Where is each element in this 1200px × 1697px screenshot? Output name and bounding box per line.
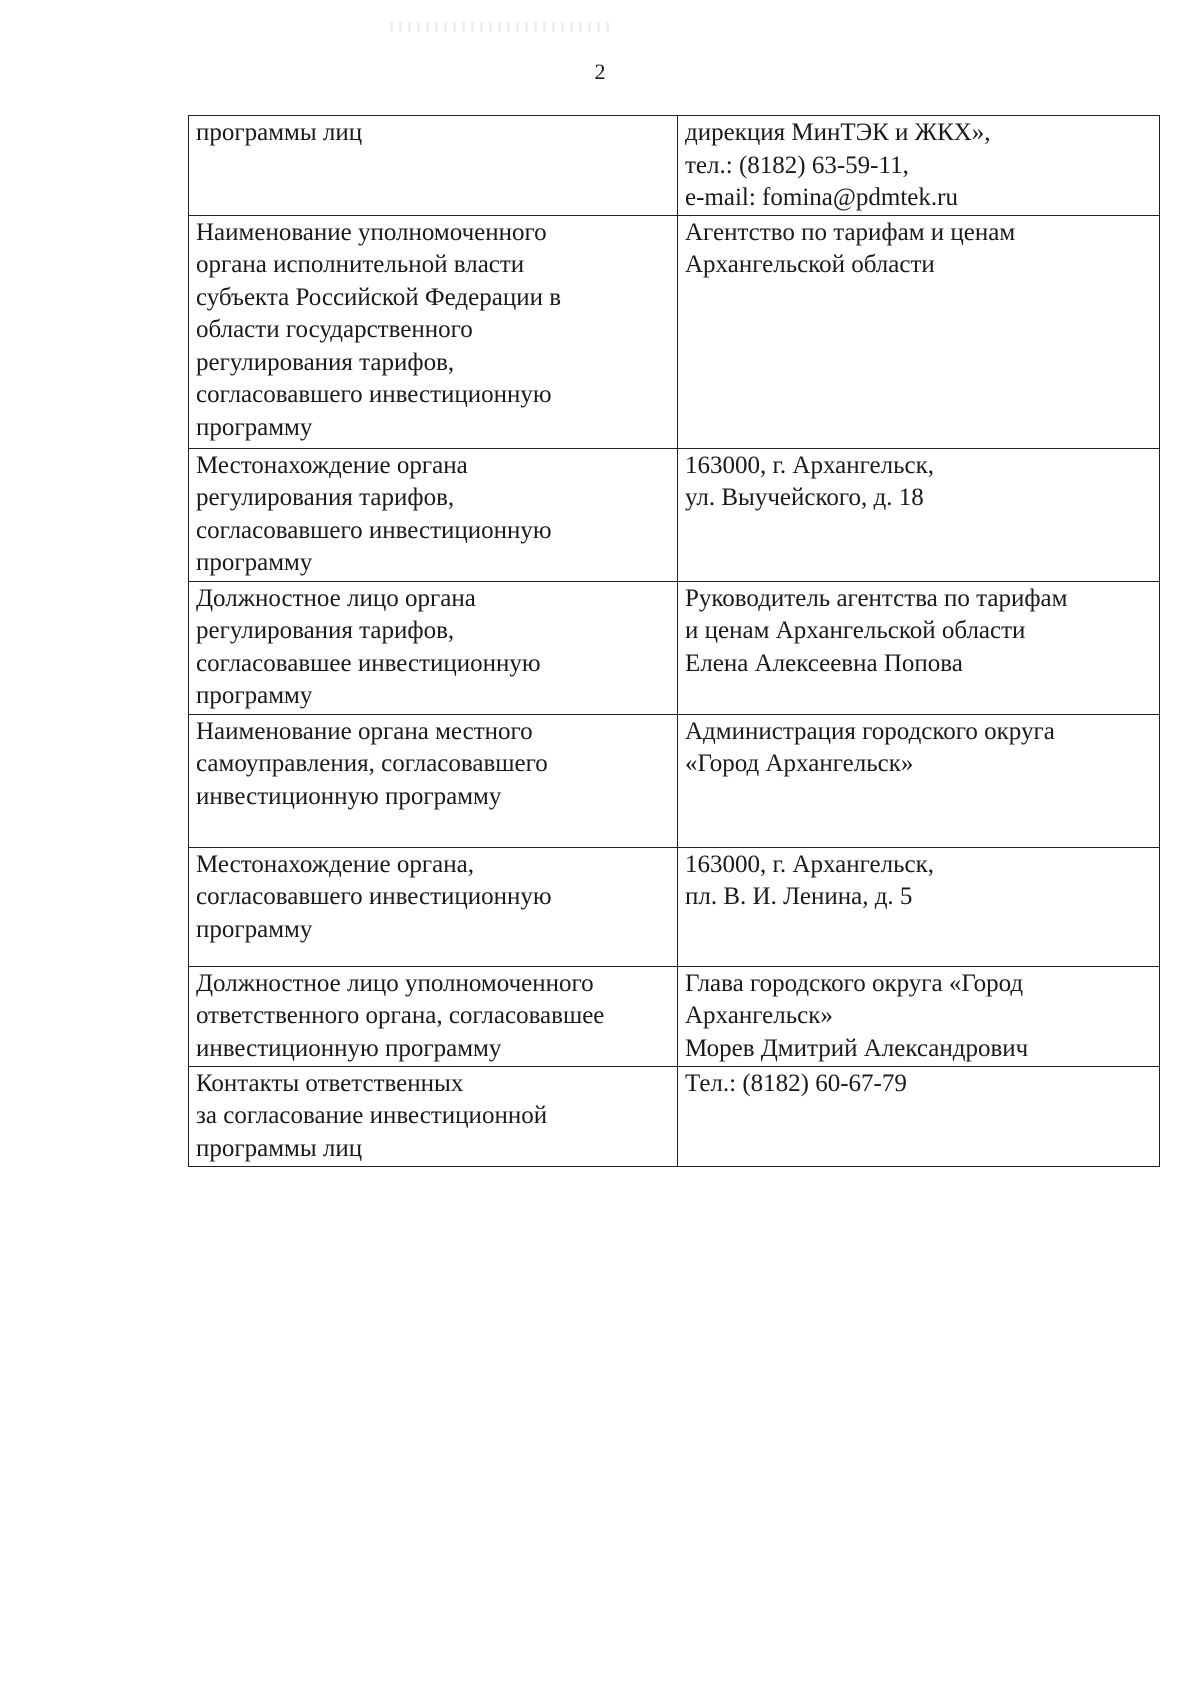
cell-line: ул. Выучейского, д. 18	[685, 484, 924, 511]
cell-line: пл. В. И. Ленина, д. 5	[685, 883, 913, 910]
cell-line: «Город Архангельск»	[685, 750, 914, 777]
table-row	[189, 714, 1160, 847]
cell-line: ответственного органа, согласовавшее	[196, 1002, 605, 1029]
cell-line: 163000, г. Архангельск,	[685, 451, 935, 479]
cell-line: программу	[196, 682, 313, 709]
cell-line: органа исполнительной власти	[196, 251, 525, 278]
table-cell-label	[189, 448, 678, 581]
cell-line: согласовавшего инвестиционную	[196, 381, 552, 408]
cell-line: Администрация городского округа	[685, 717, 1055, 745]
table-cell-label	[189, 847, 678, 966]
table-cell-label	[189, 966, 678, 1066]
table-cell-label	[189, 581, 678, 714]
table-cell-label	[189, 1066, 678, 1166]
info-table	[188, 115, 1160, 1167]
table-cell-label	[189, 116, 678, 216]
cell-line: Местонахождение органа,	[196, 850, 474, 878]
table-row	[189, 116, 1160, 216]
cell-line: согласовавшего инвестиционную	[196, 516, 552, 544]
cell-line: Контакты ответственных	[196, 1069, 464, 1097]
cell-line: дирекция МинТЭК и ЖКХ»,	[685, 119, 991, 146]
table-cell-label	[189, 215, 678, 448]
table-cell-value	[678, 1066, 1160, 1166]
cell-line: регулирования тарифов,	[196, 348, 455, 376]
table-row	[189, 847, 1160, 966]
cell-line: программы лиц	[196, 1134, 363, 1162]
cell-line: регулирования тарифов,	[196, 617, 455, 644]
cell-line: программу	[196, 413, 313, 441]
table-cell-value	[678, 581, 1160, 714]
cell-line: программы лиц	[196, 119, 363, 146]
cell-line: Руководитель агентства по тарифам	[685, 584, 1068, 612]
cell-line: Архангельск»	[685, 1002, 833, 1029]
cell-line: Глава городского округа «Город	[685, 969, 1024, 997]
cell-line: самоуправления, согласовавшего	[196, 750, 548, 777]
cell-line: области государственного	[196, 316, 473, 343]
cell-line: Должностное лицо органа	[196, 584, 476, 612]
cell-line: Морев Дмитрий Александрович	[685, 1034, 1029, 1062]
cell-line: e-mail: fomina@pdmtek.ru	[685, 184, 958, 211]
cell-line: согласовавшее инвестиционную	[196, 649, 541, 677]
cell-line: регулирования тарифов,	[196, 484, 455, 511]
cell-line: Агентство по тарифам и ценам	[685, 218, 1016, 246]
cell-line: Должностное лицо уполномоченного	[196, 969, 594, 997]
cell-line: субъекта Российской Федерации в	[196, 283, 562, 311]
table-cell-value	[678, 847, 1160, 966]
table-row	[189, 966, 1160, 1066]
cell-line: и ценам Архангельской области	[685, 617, 1026, 644]
cell-line: инвестиционную программу	[196, 1034, 502, 1062]
table-cell-label	[189, 714, 678, 847]
cell-line: 163000, г. Архангельск,	[685, 850, 935, 878]
cell-line: инвестиционную программу	[196, 782, 502, 810]
cell-line: Наименование уполномоченного	[196, 218, 547, 246]
cell-line: Елена Алексеевна Попова	[685, 649, 963, 677]
cell-line: программу	[196, 915, 313, 943]
table-row	[189, 581, 1160, 714]
table-row	[189, 448, 1160, 581]
table-cell-value	[678, 215, 1160, 448]
cell-line: тел.: (8182) 63-59-11,	[685, 151, 909, 179]
table-row	[189, 1066, 1160, 1166]
cell-line: за согласование инвестиционной	[196, 1102, 548, 1129]
table-cell-value	[678, 448, 1160, 581]
table-cell-value	[678, 714, 1160, 847]
table-row	[189, 215, 1160, 448]
cell-line: согласовавшего инвестиционную	[196, 883, 552, 910]
cell-line: Наименование органа местного	[196, 717, 533, 745]
cell-line: Местонахождение органа	[196, 451, 468, 479]
scan-artifact	[390, 22, 610, 32]
page-number: 2	[594, 59, 606, 84]
cell-line: Тел.: (8182) 60-67-79	[685, 1069, 907, 1097]
table-cell-value	[678, 966, 1160, 1066]
cell-line: программу	[196, 549, 313, 576]
cell-line: Архангельской области	[685, 251, 935, 278]
table-cell-value	[678, 116, 1160, 216]
